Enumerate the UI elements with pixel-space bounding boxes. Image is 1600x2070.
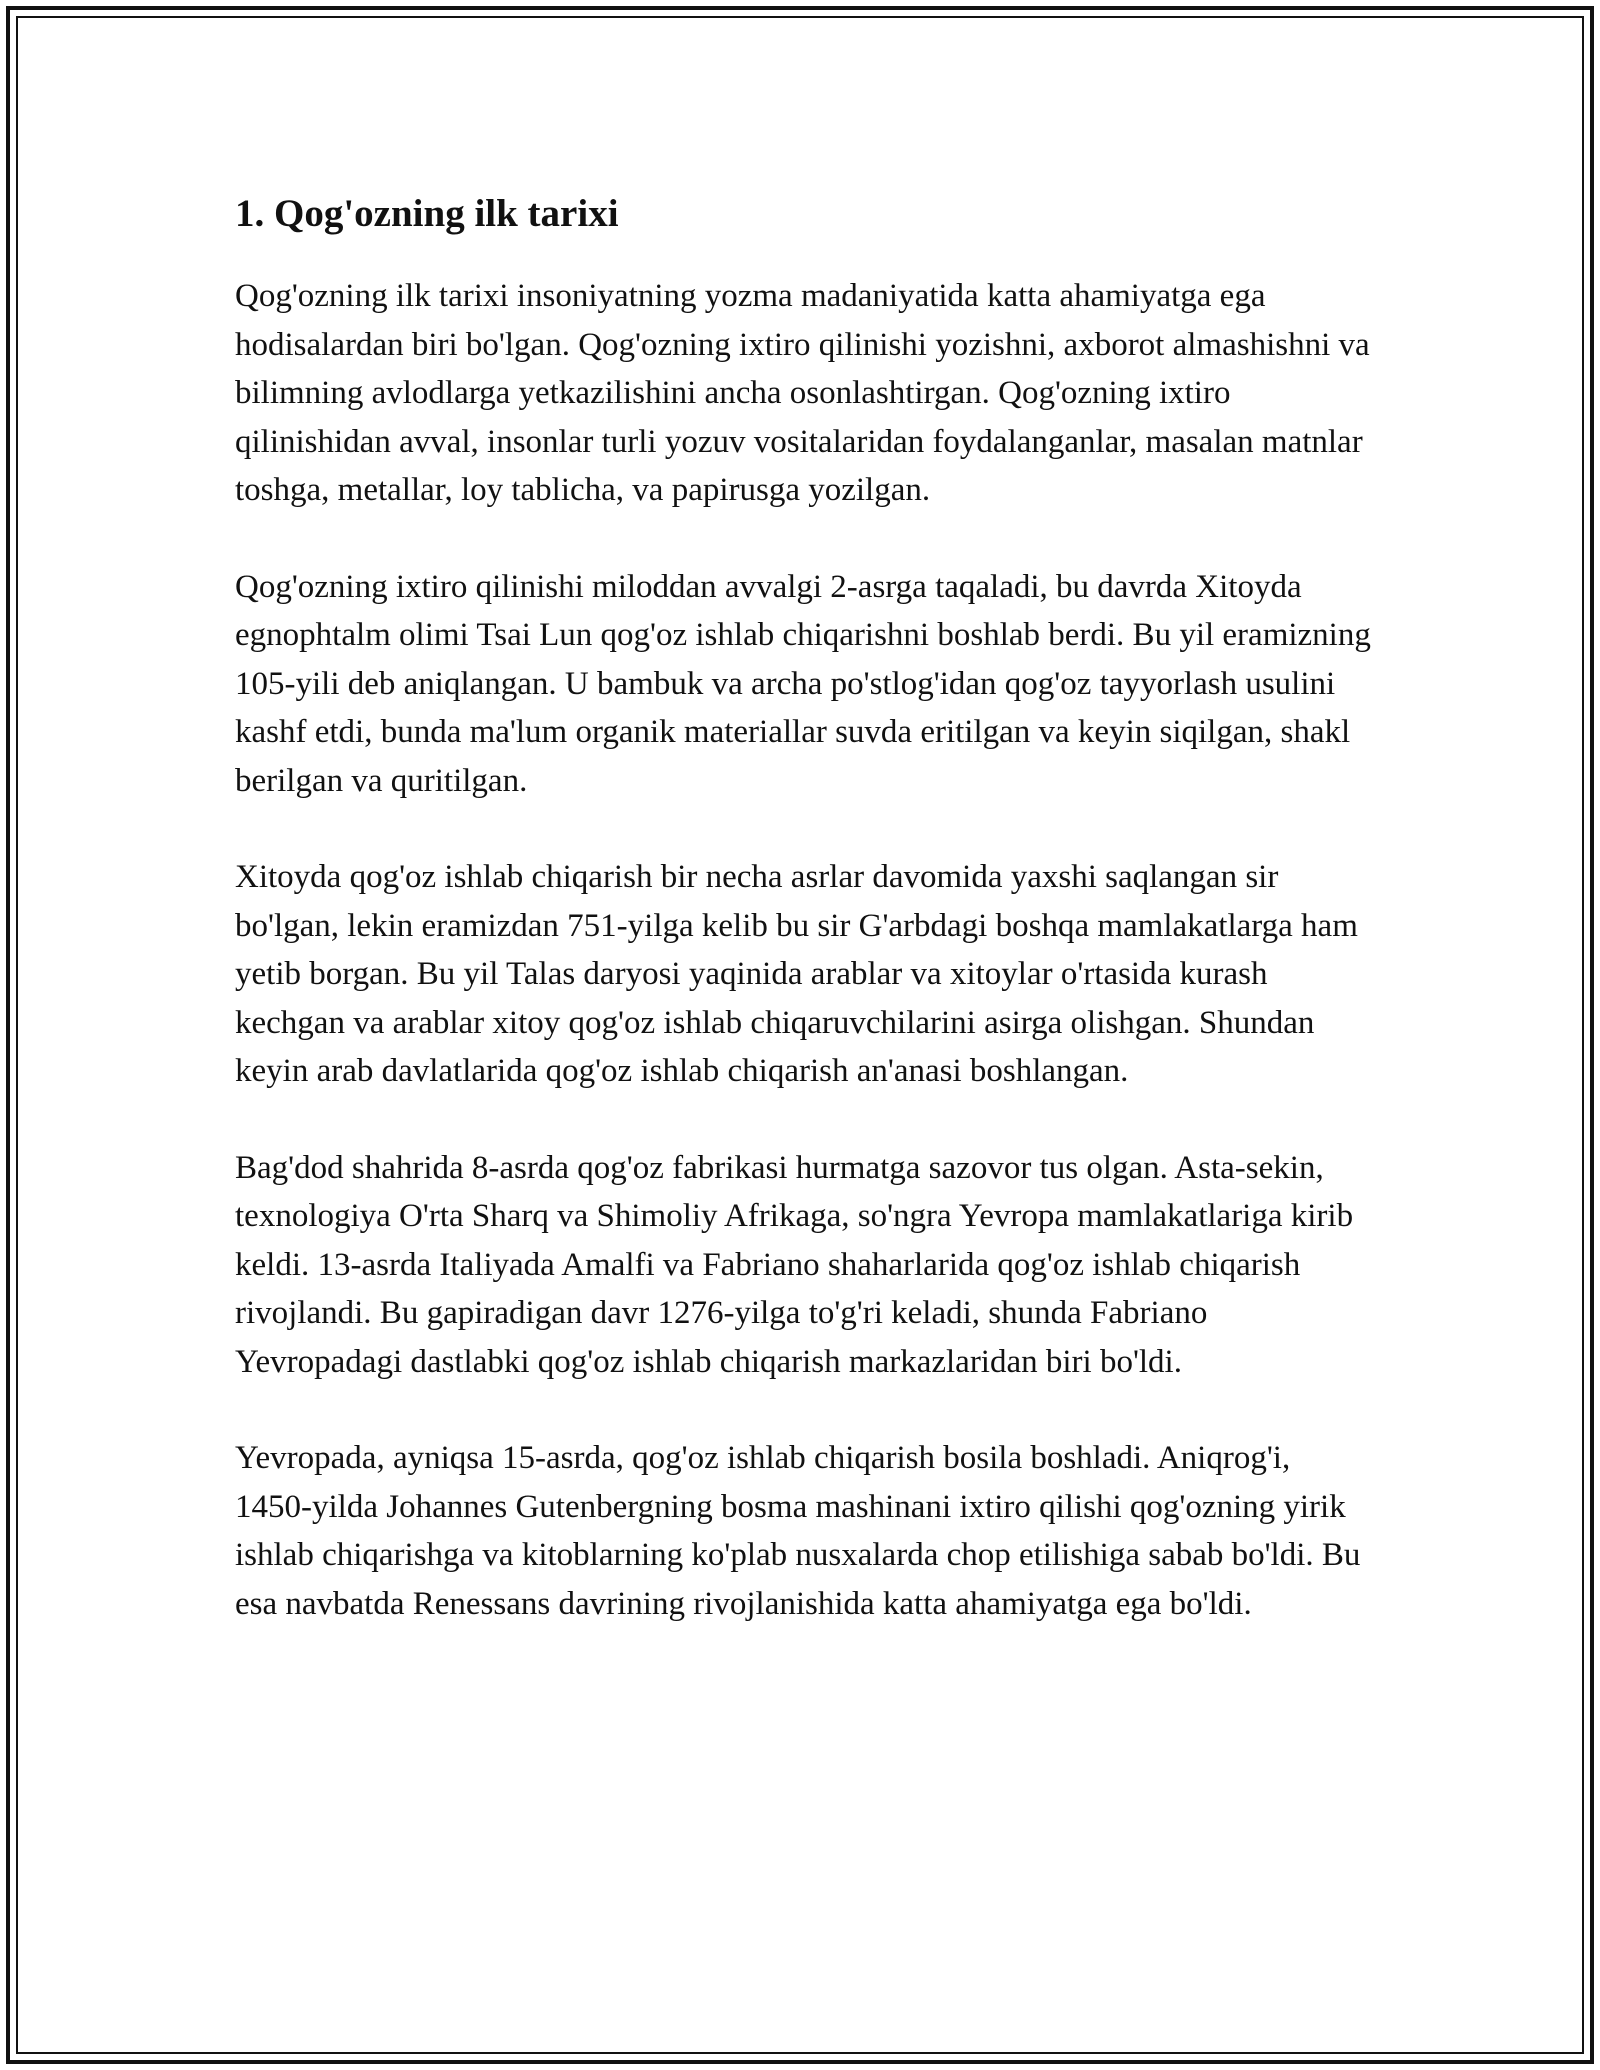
paragraph-1: Qog'ozning ilk tarixi insoniyatning yozma madaniyatida katta ahamiyatga ega hodisalardan biri bo'lgan. Qog'ozning ixtiro qilinishi yozishni, axborot almashishni va bilimning avlodlarga yetkazilishini ancha osonlashtirgan. Qog'ozning ixtiro qilinishidan avval, insonlar turli yozuv vositalaridan foydalanganlar, masalan matnlar toshga, metallar, loy tablicha, va papirusga yozilgan. (235, 278, 1370, 508)
paragraph-3: Xitoyda qog'oz ishlab chiqarish bir necha asrlar davomida yaxshi saqlangan sir bo'lgan, lekin eramizdan 751-yilga kelib bu sir G'arbdagi boshqa mamlakatlarga ham yetib borgan. Bu yil Talas daryosi yaqinida arablar va xitoylar o'rtasida kurash kechgan va arablar xitoy qog'oz ishlab chiqaruvchilarini asirga olishgan. Shundan keyin arab davlatlarida qog'oz ishlab chiqarish an'anasi boshlangan. (235, 859, 1358, 1089)
paragraph-2: Qog'ozning ixtiro qilinishi miloddan avvalgi 2-asrga taqaladi, bu davrda Xitoyda egnophtalm olimi Tsai Lun qog'oz ishlab chiqarishni boshlab berdi. Bu yil eramizning 105-yili deb aniqlangan. U bambuk va archa po'stlog'idan qog'oz tayyorlash usulini kashf etdi, bunda ma'lum organik materiallar suvda eritilgan va keyin siqilgan, shakl berilgan va quritilgan. (235, 568, 1371, 799)
paragraph-4: Bag'dod shahrida 8-asrda qog'oz fabrikasi hurmatga sazovor tus olgan. Asta-sekin, texnologiya O'rta Sharq va Shimoliy Afrikaga, so'ngra Yevropa mamlakatlariga kirib keldi. 13-asrda Italiyada Amalfi va Fabriano shaharlarida qog'oz ishlab chiqarish rivojlandi. Bu gapiradigan davr 1276-yilga to'g'ri keladi, shunda Fabriano Yevropadagi dastlabki qog'oz ishlab chiqarish markazlaridan biri bo'ldi. (235, 1149, 1354, 1380)
paragraph-5: Yevropada, ayniqsa 15-asrda, qog'oz ishlab chiqarish bosila boshladi. Aniqrog'i, 1450-yilda Johannes Gutenbergning bosma mashinani ixtiro qilishi qog'ozning yirik ishlab chiqarishga va kitoblarning ko'plab nusxalarda chop etilishiga sabab bo'ldi. Bu esa navbatda Renessans davrining rivojlanishida katta ahamiyatga ega bo'ldi. (235, 1440, 1361, 1622)
section-heading: 1. Qog'ozning ilk tarixi (235, 192, 619, 235)
document-body (235, 190, 1375, 1676)
